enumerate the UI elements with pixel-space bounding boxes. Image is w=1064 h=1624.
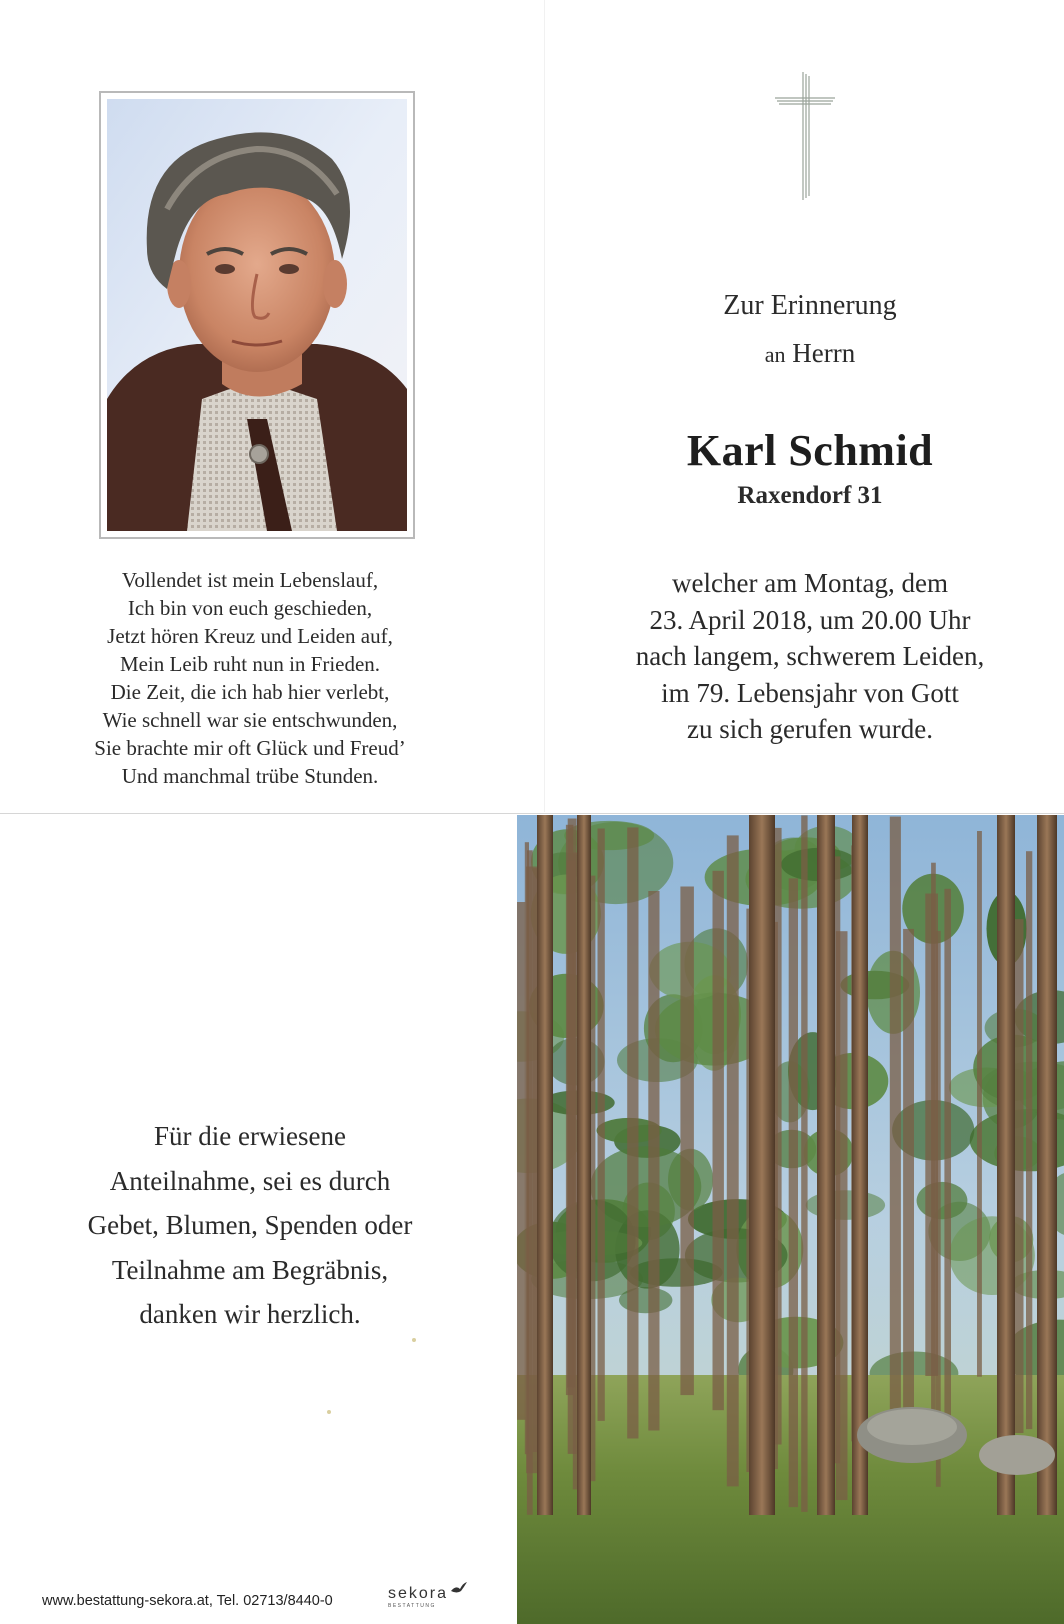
- poem-line: Jetzt hören Kreuz und Leiden auf,: [107, 624, 393, 648]
- tree-trunk: [852, 815, 868, 1515]
- tree-trunk: [997, 815, 1015, 1515]
- funeral-home-logo: [388, 1583, 468, 1613]
- thanks-line: Teilnahme am Begräbnis,: [111, 1254, 389, 1285]
- tree-trunk: [1037, 815, 1057, 1515]
- portrait-photo: [107, 99, 407, 531]
- death-notice-line: 23. April 2018, um 20.00 Uhr: [649, 604, 971, 635]
- tree-trunk: [568, 819, 577, 1454]
- thanks-line: danken wir herzlich.: [139, 1299, 361, 1329]
- tree-trunk: [1026, 851, 1032, 1429]
- tree-trunk: [817, 815, 835, 1515]
- logo-text: sekora: [388, 1585, 449, 1602]
- thanks-message: [40, 1114, 460, 1337]
- memory-subheading: [600, 338, 1020, 369]
- paper-speck: [327, 1410, 331, 1414]
- foliage-shape: [619, 1287, 672, 1313]
- memory-heading: Zur Erinnerung: [723, 290, 897, 321]
- tree-trunk: [680, 887, 694, 1396]
- poem-line: Mein Leib ruht nun in Frieden.: [119, 652, 381, 676]
- forest-image: [517, 815, 1064, 1624]
- death-notice-line: welcher am Montag, dem: [672, 568, 948, 598]
- tree-trunk: [789, 878, 798, 1507]
- tree-trunk: [903, 929, 914, 1418]
- thanks-line: Gebet, Blumen, Spenden oder: [87, 1210, 413, 1240]
- tree-trunk: [577, 815, 591, 1515]
- tree-trunk: [713, 871, 724, 1410]
- poem-line: Ich bin von euch geschieden,: [127, 596, 373, 620]
- death-notice-line: zu sich gerufen wurde.: [687, 714, 933, 744]
- thanks-line: Anteilnahme, sei es durch: [109, 1165, 391, 1196]
- tree-trunk: [598, 829, 605, 1421]
- death-notice-line: im 79. Lebensjahr von Gott: [661, 677, 959, 708]
- thanks-line: Für die erwiesene: [154, 1121, 346, 1151]
- memorial-poem: [40, 566, 460, 790]
- tree-trunk: [525, 842, 529, 1454]
- tree-trunk: [944, 889, 951, 1436]
- funeral-home-contact: www.bestattung-sekora.at, Tel. 02713/8440-0: [42, 1593, 333, 1609]
- tree-trunk: [925, 894, 938, 1377]
- deceased-address: Raxendorf 31: [737, 482, 883, 509]
- tree-trunk: [648, 891, 659, 1431]
- tree-trunk: [727, 835, 739, 1486]
- poem-line: Wie schnell war sie entschwunden,: [102, 708, 398, 732]
- fold-line-horizontal: [0, 813, 1064, 814]
- tree-trunk: [749, 815, 775, 1515]
- poem-line: Vollendet ist mein Lebenslauf,: [121, 568, 379, 592]
- cross-icon: [775, 72, 835, 200]
- logo-subtext: BESTATTUNG: [388, 1603, 436, 1609]
- death-notice: [590, 565, 1030, 748]
- paper-speck: [412, 1338, 416, 1342]
- tree-trunk: [537, 815, 553, 1515]
- portrait-frame: [99, 91, 415, 539]
- tree-trunk: [836, 931, 848, 1500]
- portrait-panel: [0, 0, 545, 812]
- bird-icon: [450, 1581, 468, 1595]
- tree-trunk: [890, 817, 901, 1410]
- memory-prefix: an: [764, 342, 786, 367]
- poem-line: Sie brachte mir oft Glück und Freud’: [94, 736, 406, 760]
- poem-line: Und manchmal trübe Stunden.: [121, 764, 379, 788]
- death-notice-line: nach langem, schwerem Leiden,: [635, 641, 985, 671]
- tree-trunk: [801, 815, 807, 1512]
- tree-trunk: [977, 831, 982, 1377]
- tree-trunk: [517, 902, 526, 1420]
- tree-trunk: [627, 827, 638, 1438]
- deceased-name: Karl Schmid: [686, 426, 934, 475]
- memory-title: Herrn: [792, 338, 856, 368]
- poem-line: Die Zeit, die ich hab hier verlebt,: [110, 680, 390, 704]
